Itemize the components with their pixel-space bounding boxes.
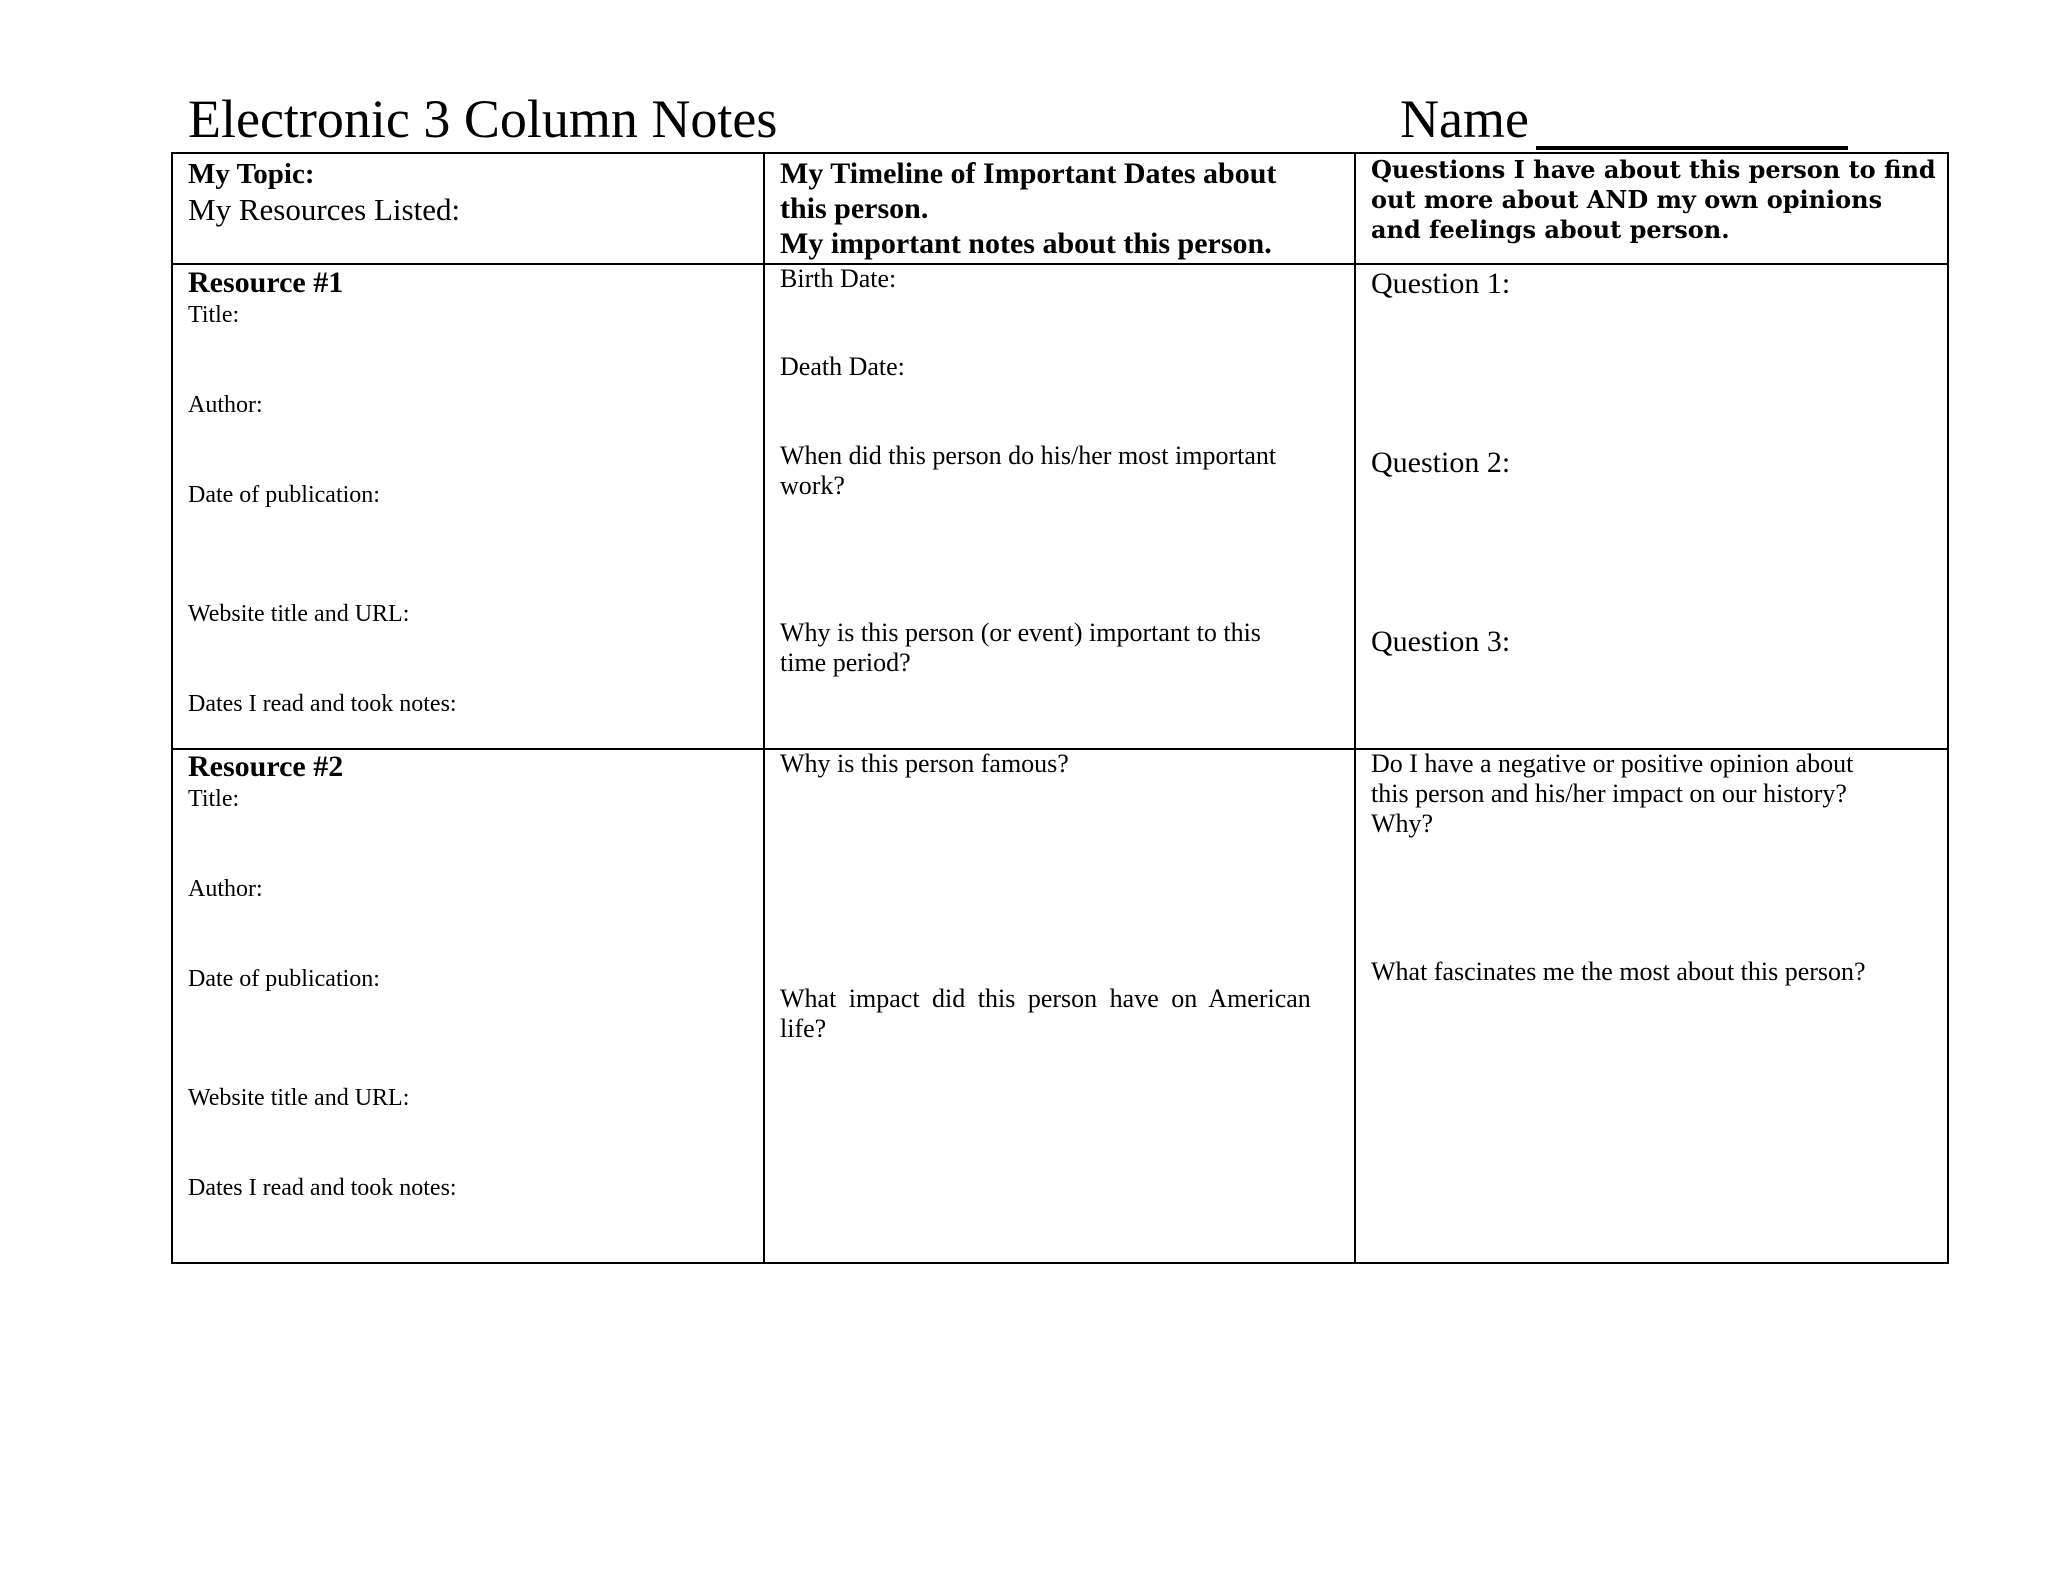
resource-2-author-field: Author:	[188, 876, 263, 902]
important-work-prompt-line-1: When did this person do his/her most important	[780, 441, 1277, 470]
questions-header-line-2: out more about AND my own opinions	[1371, 185, 1883, 214]
question-1-label: Question 1:	[1371, 267, 1511, 300]
notes-table	[171, 152, 1949, 1264]
death-date-label: Death Date:	[780, 352, 905, 381]
name-blank-line[interactable]	[1536, 146, 1848, 150]
questions-header-line-1: Questions I have about this person to find	[1371, 155, 1936, 184]
question-3-label: Question 3:	[1371, 625, 1511, 658]
my-topic-label: My Topic:	[188, 158, 315, 190]
column-divider-1	[763, 154, 765, 1262]
resource-2-heading: Resource #2	[188, 750, 344, 783]
page-title: Electronic 3 Column Notes	[188, 89, 778, 149]
importance-prompt-line-1: Why is this person (or event) important to this	[780, 618, 1261, 647]
resource-2-date-field: Date of publication:	[188, 966, 380, 992]
impact-prompt-line-1: What impact did this person have on American	[780, 984, 1311, 1013]
timeline-header-line-3: My important notes about this person.	[780, 227, 1272, 260]
resource-1-heading: Resource #1	[188, 266, 344, 299]
timeline-header-line-2: this person.	[780, 192, 929, 225]
resource-2-website-field: Website title and URL:	[188, 1085, 410, 1111]
resource-2-title-field: Title:	[188, 786, 240, 812]
important-work-prompt-line-2: work?	[780, 471, 845, 500]
questions-header-line-3: and feelings about person.	[1371, 215, 1730, 244]
opinion-prompt-line-1: Do I have a negative or positive opinion about	[1371, 749, 1854, 778]
fascinates-prompt: What fascinates me the most about this person?	[1371, 957, 1866, 986]
resource-1-date-field: Date of publication:	[188, 482, 380, 508]
resource-1-author-field: Author:	[188, 392, 263, 418]
timeline-header-line-1: My Timeline of Important Dates about	[780, 157, 1277, 190]
impact-prompt-line-2: life?	[780, 1014, 827, 1043]
resource-1-dates-read-field: Dates I read and took notes:	[188, 691, 457, 717]
my-resources-label: My Resources Listed:	[188, 192, 461, 227]
opinion-prompt-line-2: this person and his/her impact on our history?	[1371, 779, 1847, 808]
column-divider-2	[1354, 154, 1356, 1262]
row-divider-1	[173, 263, 1947, 265]
resource-1-title-field: Title:	[188, 302, 240, 328]
importance-prompt-line-2: time period?	[780, 648, 911, 677]
resource-2-dates-read-field: Dates I read and took notes:	[188, 1175, 457, 1201]
name-label: Name	[1400, 89, 1529, 149]
birth-date-label: Birth Date:	[780, 264, 897, 293]
famous-prompt: Why is this person famous?	[780, 749, 1069, 778]
question-2-label: Question 2:	[1371, 446, 1511, 479]
resource-1-website-field: Website title and URL:	[188, 601, 410, 627]
opinion-prompt-line-3: Why?	[1371, 809, 1434, 838]
